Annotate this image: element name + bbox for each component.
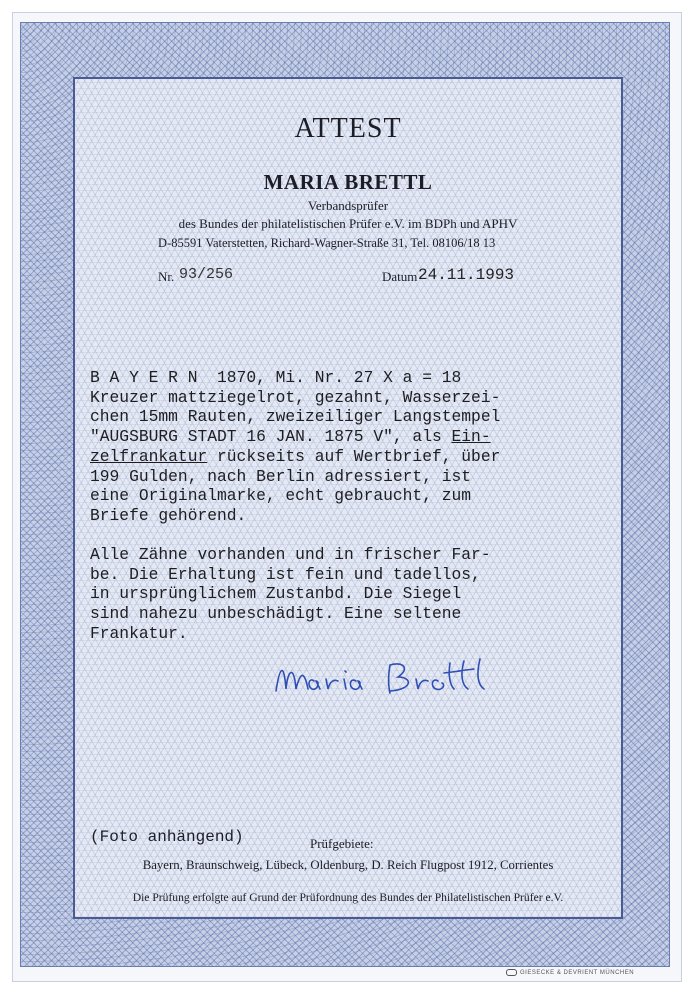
photo-note: (Foto anhängend) bbox=[90, 828, 244, 846]
body-line: sind nahezu unbeschädigt. Eine seltene bbox=[90, 604, 462, 624]
body-line: "AUGSBURG STADT 16 JAN. 1875 V", als bbox=[90, 427, 452, 447]
certificate-date: 24.11.1993 bbox=[418, 266, 515, 284]
condition-paragraph bbox=[90, 545, 610, 644]
body-line: B A Y E R N 1870, Mi. Nr. 27 X a = 18 bbox=[90, 368, 462, 387]
description-paragraph bbox=[90, 368, 610, 526]
examiner-role: Verbandsprüfer bbox=[307, 198, 389, 213]
body-line: be. Die Erhaltung ist fein und tadellos, bbox=[90, 564, 481, 584]
printer-logo-icon bbox=[506, 969, 517, 976]
handwritten-signature bbox=[270, 655, 500, 705]
test-areas-list: Bayern, Braunschweig, Lübeck, Oldenburg, D. Reich Flugpost 1912, Corrientes bbox=[142, 858, 554, 872]
body-line: 199 Gulden, nach Berlin adressiert, ist bbox=[90, 466, 472, 486]
body-line: in ursprünglichem Zustanbd. Die Siegel bbox=[90, 584, 462, 604]
regulation-note: Die Prüfung erfolgte auf Grund der Prüfordnung des Bundes der Philatelistischen Prüfer e.V. bbox=[132, 891, 564, 904]
certificate-number: 93/256 bbox=[179, 266, 234, 283]
body-line: Briefe gehörend. bbox=[90, 505, 247, 525]
certificate-title: ATTEST bbox=[294, 113, 402, 144]
body-line: chen 15mm Rauten, zweizeiliger Langstempel bbox=[90, 407, 501, 427]
printer-imprint bbox=[506, 969, 634, 976]
date-label: Datum bbox=[382, 269, 418, 284]
body-line: rückseits auf Wertbrief, über bbox=[207, 446, 501, 466]
printer-imprint-text: GIESECKE & DEVRIENT MÜNCHEN bbox=[520, 970, 635, 977]
body-underlined: zelfrankatur bbox=[90, 446, 208, 466]
body-underlined: Ein- bbox=[451, 427, 491, 447]
body-line: Alle Zähne vorhanden und in frischer Far- bbox=[90, 545, 491, 564]
body-line: Frankatur. bbox=[90, 623, 188, 643]
examiner-name: MARIA BRETTL bbox=[263, 170, 433, 194]
address-line: D-85591 Vaterstetten, Richard-Wagner-Straße 31, Tel. 08106/18 13 bbox=[158, 236, 496, 250]
certificate-number-label: Nr. bbox=[158, 269, 175, 284]
association-line: des Bundes der philatelistischen Prüfer e.V. im BDPh und APHV bbox=[178, 216, 518, 231]
test-areas-label: Prüfgebiete: bbox=[310, 836, 374, 851]
body-line: eine Originalmarke, echt gebraucht, zum bbox=[90, 486, 472, 506]
body-line: Kreuzer mattziegelrot, gezahnt, Wasserzei- bbox=[90, 387, 501, 407]
